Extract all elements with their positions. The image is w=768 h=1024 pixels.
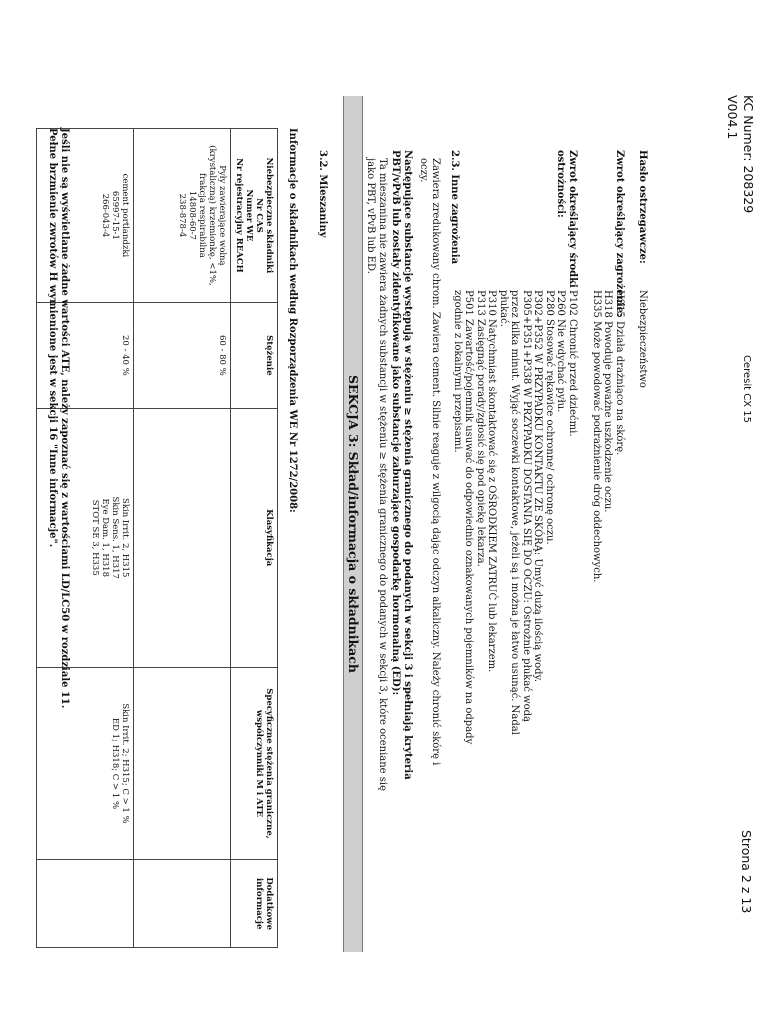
pbt-note-line: jako PBT, vPvB lub ED. xyxy=(365,158,377,274)
precautionary-statements xyxy=(452,290,579,920)
header-left xyxy=(724,95,756,213)
header-line: Numer WE xyxy=(244,189,254,242)
hazard-statement: H315 Działa drażniąco na skórę. xyxy=(614,290,625,456)
hazard-statement: H318 Powoduje poważne uszkodzenie oczu. xyxy=(602,290,614,513)
precautionary-statement: P310 Natychmiast skontaktować się z OŚRODKIEM ZATRUĆ lub lekarzem. xyxy=(486,290,498,673)
precautionary-statement: P280 Stosować rękawice ochronne/ ochronę oczu. xyxy=(544,290,555,545)
cell-line: Eye Dam. 1, H318 xyxy=(100,498,110,577)
hazard-statements-label: Zwrot określający zagrożenie: xyxy=(614,150,625,317)
other-hazards-text xyxy=(418,158,441,948)
precautionary-statement: P313 Zasięgnąć porady/zgłosić się pod opiekę lekarza. xyxy=(475,290,486,567)
header-concentration: Stężenie xyxy=(231,302,278,408)
header-line: Specyficzne stężenia graniczne, xyxy=(264,688,274,839)
cell-line: (krystaliczną) krzemionkę, <1%, xyxy=(207,145,217,286)
cell-line: ED 1; H318; C > 1 % xyxy=(110,717,120,810)
header-line: Dodatkowe xyxy=(264,877,274,931)
cell-line: cement portlandzki xyxy=(120,173,130,258)
header-specific-limits xyxy=(231,667,278,860)
header-additional xyxy=(231,860,278,948)
precautionary-statement: P501 Zawartość/pojemnik usuwać do odpowiednio oznakowanych pojemników na odpady xyxy=(463,290,475,745)
precautionary-statement: P302+P352 W PRZYPADKU KONTAKTU ZE SKÓRĄ: Umyć dużą ilością wody. xyxy=(532,290,544,683)
header-line: współczynniki M i ATE xyxy=(254,709,264,818)
header-line: Niebezpieczne składniki xyxy=(264,157,274,274)
mixtures-heading: 3.2. Mieszaniny xyxy=(317,150,328,238)
precautionary-label-line: ostrożności: xyxy=(555,150,567,218)
hazard-statement: H335 Może powodować podrażnienie dróg oddechowych. xyxy=(591,290,602,583)
table-header-row xyxy=(231,129,278,948)
page-number: Strona 2 z 13 xyxy=(739,830,754,914)
footnote: Pełne brzmienie zwrotów H wymienione jest w sekcji 16 "Inne informacje". xyxy=(47,128,59,548)
other-hazards-line: oczy. xyxy=(418,158,430,183)
cell-substance xyxy=(134,129,231,303)
hazard-statements xyxy=(591,290,626,582)
section-3-title: SEKCJA 3: Skład/informacja o składnikach xyxy=(343,96,363,952)
cell-specific-limits xyxy=(134,667,231,860)
header-substance xyxy=(231,129,278,303)
header-classification: Klasyfikacja xyxy=(231,408,278,667)
version: V004.1 xyxy=(725,95,740,140)
precautionary-statement: zgodnie z lokalnymi przepisami. xyxy=(452,290,463,453)
pbt-statement xyxy=(390,150,413,950)
cell-line: 65997-15-1 xyxy=(110,190,120,240)
footnotes xyxy=(47,128,70,948)
pbt-note xyxy=(365,158,388,958)
precautionary-statement: P102 Chronić przed dziećmi. xyxy=(567,290,578,437)
other-hazards-line: Zawiera zredukowany chrom. Zawiera cement. Silnie reaguje z wilgocią dając odczyn alkaliczny. Należy chronić skórę i xyxy=(430,158,441,766)
cell-line: 238-878-4 xyxy=(177,193,187,238)
cell-line: frakcja respirabilna xyxy=(197,173,207,258)
signal-word-value: Niebezpieczeństwo xyxy=(637,290,648,388)
header-line: informacje xyxy=(254,877,264,930)
footnote: Jeśli nie są wyświetlane żadne wartości ATE, należy zapoznać się z wartościami LD/LC50 w rozdziale 11. xyxy=(59,128,70,709)
cell-concentration: 20 - 40 % xyxy=(37,302,134,408)
table-row xyxy=(134,129,231,948)
kc-number: KC Numer: 208329 xyxy=(741,95,756,214)
cell-line: STOT SE 3, H335 xyxy=(90,499,100,576)
cell-classification xyxy=(134,408,231,667)
precautionary-statement: płukać. xyxy=(498,290,509,327)
precautionary-label-line: Zwrot określający środki xyxy=(567,150,578,288)
precautionary-statement: P305+P351+P338 W PRZYPADKU DOSTANIA SIĘ DO OCZU: Ostrożnie płukać wodą xyxy=(521,290,532,723)
header-line: Nr CAS xyxy=(254,198,264,233)
pbt-note-line: Ta mieszanina nie zawiera żadnych substancji w stężeniu ≥ stężenia granicznego do podanych w sekcji 3, które oceniane się xyxy=(377,158,388,792)
cell-line: 14808-60-7 xyxy=(187,190,197,240)
pbt-line: Następujące substancje występują w stężeniu ≥ stężenia granicznego do podanych w sekcji 3 i spełniają kryteria xyxy=(402,150,413,780)
ingredients-info: Informacje o składnikach według Rozporządzenia WE Nr 1272/2008: xyxy=(287,128,298,513)
pbt-line: PBT/vPvB lub zostały zidentyfikowane jako substancje zaburzające gospodarkę hormonalną (ED): xyxy=(390,150,402,696)
cell-line: Pyły zawierające wolną xyxy=(217,165,227,266)
precautionary-statement: przez kilka minut. Wyjąć soczewki kontaktowe, jeżeli są i można je łatwo usunąć. Nadal xyxy=(509,290,521,735)
cell-line: Skin Irrit. 2; H315; C > 1 % xyxy=(120,703,130,824)
product-name: Ceresit CX 15 xyxy=(741,355,752,424)
cell-line: 266-043-4 xyxy=(100,193,110,238)
cell-line: Skin Irrit. 2, H315 xyxy=(120,498,130,578)
cell-line: Skin Sens. 1, H317 xyxy=(110,496,120,579)
cell-additional xyxy=(134,860,231,948)
composition-table xyxy=(36,128,278,948)
cell-concentration: 60 - 80 % xyxy=(134,302,231,408)
precautionary-statement: P260 Nie wdychać pyłu. xyxy=(555,290,567,413)
other-hazards-heading: 2.3. Inne zagrożenia xyxy=(449,150,460,265)
precautionary-label xyxy=(555,150,578,288)
signal-word-label: Hasło ostrzegawcze: xyxy=(637,150,648,264)
header-line: Nr rejestracyjny REACH xyxy=(234,158,244,273)
